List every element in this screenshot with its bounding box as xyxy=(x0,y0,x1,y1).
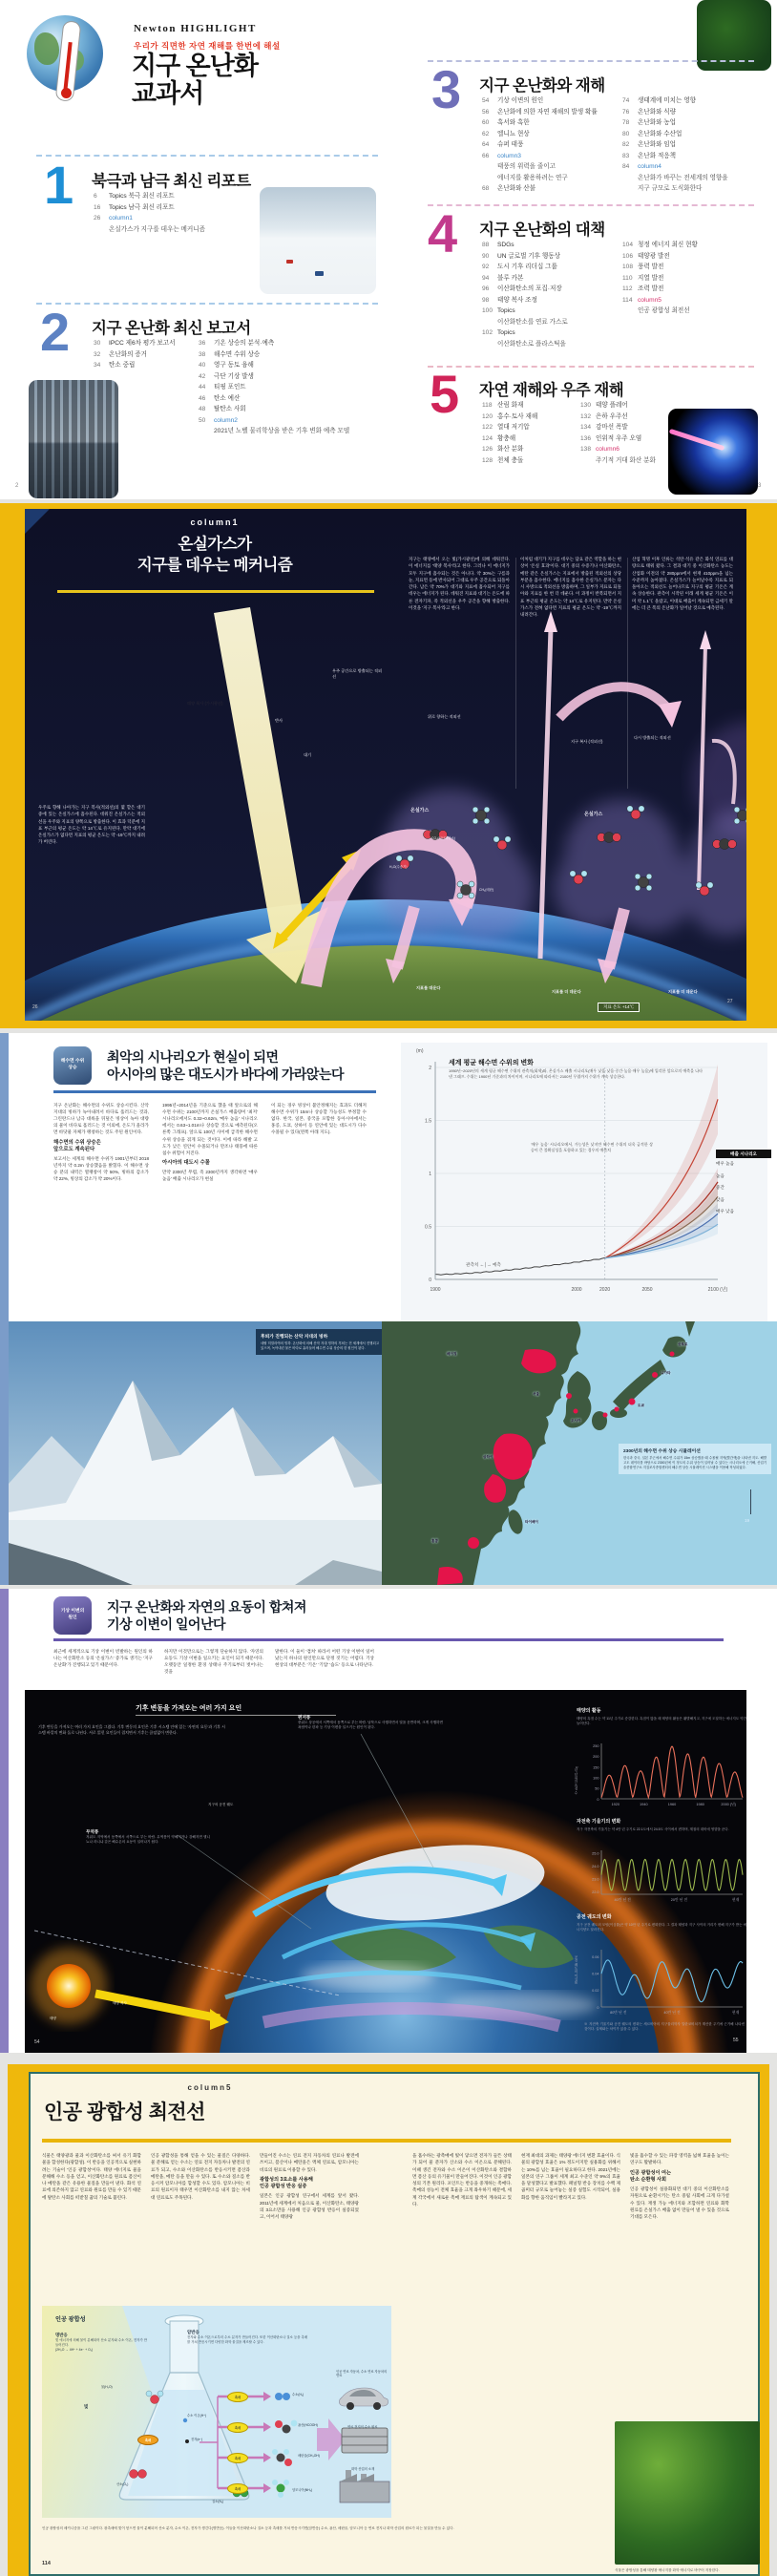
weather-headline xyxy=(107,1598,412,1633)
toc-item: 44 티핑 포인트 xyxy=(199,384,246,391)
column5-title: 인공 광합성 최전선 xyxy=(44,2101,205,2123)
svg-text:50: 50 xyxy=(595,1786,599,1791)
toc-item: 80 온난화와 수산업 xyxy=(622,130,682,137)
hydrogen-label: 수소(H₂) xyxy=(292,2393,304,2397)
weather-tag-line2: 원인 xyxy=(68,1615,77,1620)
toc-section3-number: 3 xyxy=(431,59,462,119)
label-space-ir: 우주 공간으로 방출되는 적외선 xyxy=(332,668,383,679)
toc-section5-number: 5 xyxy=(430,364,460,424)
svg-text:1980: 1980 xyxy=(696,1803,704,1806)
label-ch4: CH₄(메탄) xyxy=(479,888,494,892)
label-h2o: H₂O(수증기) xyxy=(389,865,408,869)
legend-title: 배출 시나리오 xyxy=(716,1150,771,1158)
map-caption-title: 2300년의 해수면 수위 상승 시뮬레이션 xyxy=(623,1449,701,1454)
toc-item: 124 황충해 xyxy=(482,434,516,442)
legend-item: 낮음 xyxy=(716,1196,724,1202)
toc-item: 76 온난화와 식량 xyxy=(622,108,677,116)
map-label-osaka: 오사카 xyxy=(571,1419,581,1423)
toc-item: 26 column1 xyxy=(94,215,133,222)
toc-item: 94 블루 카본 xyxy=(482,274,524,282)
map-caption-body: 한국과 중국, 일본 부근에서 해수면 수위가 15m 상승했을 때 수몰될 지역(빨간색)을 나타낸 지도. 해발 고도 데이터를 바탕으로 2300년에 이 정도의 수위 상승이 일어날 수 있다는 시나리오에 근거해, 산업기술종합연구소 지질조사종합센터의 해수면 상승 시뮬레이션 시스템을 이용해 작성되었다. xyxy=(623,1456,766,1470)
toc-item: 주기적 거대 화산 분화 xyxy=(596,456,656,464)
sea-chart-title: 세계 평균 해수면 수위의 변화 xyxy=(449,1060,534,1066)
label-re-ir: 다시 방출되는 적외선 xyxy=(634,735,671,740)
map-label-seoul: 서울 xyxy=(533,1392,539,1396)
solar-radiation-label: 태양 복사 xyxy=(113,2001,127,2005)
svg-text:80만 년 전: 80만 년 전 xyxy=(610,2011,627,2015)
column5-left-col1: 식물은 태양광과 물과 이산화탄소를 써서 유기 화합물을 합성한다(광합성). 이 반응을 인공적으로 실현하려는 기술이 '인공 광합성'이다. 태양 에너지로 물을 분해해 수소 등을 얻고, 이산화탄소를 원료로 폼산이나 메탄올 같은 유용한 물질을 만들어 낸다. 화석 연료에 의존하지 않고 연료와 원료를 만들 수 있기 때문에 탈탄소 사회를 떠받칠 꿈의 기술로 불린다. xyxy=(42,2153,141,2200)
sun-chart-title: 태양의 활동 xyxy=(577,1708,601,1714)
orbit-label: 지구의 공전 궤도 xyxy=(208,1803,234,1806)
legend-items xyxy=(716,1158,771,1218)
sea-headline xyxy=(107,1048,393,1083)
toc-item: 62 엘니뇨 현상 xyxy=(482,130,530,137)
label-warm1: 지표를 데운다 xyxy=(416,985,441,990)
toc-section4-title: 지구 온난화의 대책 xyxy=(479,222,605,239)
toc-item: 32 온난화의 증거 xyxy=(94,350,148,358)
thermometer-bulb xyxy=(61,88,72,98)
toc-item: 42 극단 기상 발생 xyxy=(199,372,254,380)
toc-item: 40 영구 동토 융해 xyxy=(199,362,254,370)
column5-title-rule xyxy=(42,2139,731,2143)
column1-title-line1: 온실가스가 xyxy=(178,536,252,553)
column1-title-rule xyxy=(57,590,374,593)
sun-chart-desc: 태양의 흑점 수는 약 11년 주기로 증감한다. 흑점이 많을 때 태양의 활동은 활발해지고, 지구에 도달하는 에너지도 약간 늘어난다. xyxy=(577,1717,746,1726)
toc-item: 136 인위적 우주 오염 xyxy=(580,434,642,442)
light-label: 빛 xyxy=(84,2404,89,2409)
svg-text:0.06: 0.06 xyxy=(592,1954,599,1959)
svg-text:현재: 현재 xyxy=(731,2011,740,2015)
nitrogen-label: 질소(N₂) xyxy=(212,2500,224,2503)
toc-item: 108 풍력 발전 xyxy=(622,264,664,271)
antarctic-photo-detail xyxy=(286,260,293,264)
dark-reaction-block: 암반응 전자와 수소 이온으로부터 수소 분자가 만들어진다. 또한 이산화탄소나 질소 등을 촉매를 거쳐 반응시키면 다양한 화학 물질을 제조할 수 있다. xyxy=(187,2330,307,2345)
sea-chart-obs-label: 관측치 ←│→ 예측 xyxy=(466,1262,501,1267)
svg-text:0: 0 xyxy=(429,1277,431,1283)
toc-section1-title: 북극과 남극 최신 리포트 xyxy=(92,173,251,190)
sea-chart-unit: (m) xyxy=(416,1048,424,1054)
sun-label: 태양 xyxy=(50,2016,56,2020)
label-co2: CO₂(이산화탄소) xyxy=(431,836,456,840)
label-warm2: 지표를 더 데운다 xyxy=(552,989,581,994)
toc-page-number-left: 2 xyxy=(15,483,19,489)
factory-icon xyxy=(340,2470,389,2502)
toc-section2-number: 2 xyxy=(40,302,71,362)
svg-text:40만 년 전: 40만 년 전 xyxy=(614,1898,631,1902)
toc-divider-2 xyxy=(36,303,378,305)
sea-body-col3: 이 되는 경우 빙상이 불안정해지는 효과도 더해져 해수면 수위가 15m나 상승할 가능성도 부정할 수 없다. 한국, 일본, 중국을 포함한 동아시아에서는 홍콩, 도쿄, 상하이 등 연안에 있는 대도시가 다수 수몰될 수 있다(왼쪽 아래 지도). xyxy=(271,1103,367,1135)
sea-chart-annotation: '매우 높음' 시나리오에서, 가능성은 낮지만 해수면 수위의 더욱 급격한 상승이 큰 불확실성을 포함하고 있는 경우의 예측치 xyxy=(531,1142,653,1152)
corner-triangle xyxy=(25,509,50,534)
formic-acid-product xyxy=(275,2420,297,2434)
map-label-niigata: 니가타 xyxy=(661,1371,671,1375)
toc-divider-1 xyxy=(36,155,378,157)
oxygen-label: 산소(O₂) xyxy=(116,2482,129,2486)
toc-item: 태풍의 위력을 줄이고 xyxy=(497,163,556,171)
svg-text:0: 0 xyxy=(597,1797,599,1802)
diagram-caption: 인공 광합성의 메커니즘을 그린 그림이다. 광촉매에 빛이 닿으면 물이 분해되어 산소 분자, 수소 이온, 전자가 생긴다(명반응). 이들을 이산화탄소나 질소 등과 촉매를 거쳐 반응시키면(암반응) 수소, 폼산, 메탄올, 암모니아 등 연료 전지나 화학 산업의 원료가 되는 물질을 만들 수 있다. xyxy=(42,2526,454,2530)
milankovitch-footnote: ※ 자전축 기울기와 공전 궤도의 변화는 세르비아의 지구물리학자 밀란코비치가 계산한 주기에 근거해 나타낸 것이다. 실제와는 차이가 있을 수 있다. xyxy=(584,2022,745,2032)
trade-wind-label: 무역풍 저위도 지역에서 동쪽에서 서쪽으로 부는 바람. 무역풍이 약해지거나 강해지면 엘니뇨나 라니냐 같은 해수온의 요동이 일어나기 쉽다. xyxy=(86,1829,210,1845)
toc-item: 54 기상 이변의 원인 xyxy=(482,97,544,104)
sea-col1-para2: 보고서는 세계의 해수면 수위가 1901년부터 2018년까지 약 0.2m 상승했음을 밝혔다. 이 해수면 상승 분의 내역은 열팽창이 약 50%, 빙하의 감소가 약 22%, 빙상의 감소가 약 20%이다. xyxy=(53,1156,149,1182)
electron xyxy=(185,2439,189,2443)
svg-text:0.02: 0.02 xyxy=(592,1989,599,1994)
ecc-chart-ylabel: 공전 궤도의 이심률 xyxy=(575,1955,578,1984)
hydrogen-product xyxy=(275,2393,290,2400)
toc-item: 지구 규모로 도식화한다 xyxy=(638,185,703,193)
toc-section2-items-col2 xyxy=(199,338,380,437)
electron-label: 전자(e⁻) xyxy=(191,2438,203,2441)
column5-right-subhead: 인공 광합성이 여는 탄소 순환형 사회 xyxy=(630,2169,671,2183)
svg-text:2100 (년): 2100 (년) xyxy=(707,1287,728,1293)
map-label-sapporo: 삿포로 xyxy=(678,1342,688,1346)
toc-item: 38 해수면 수위 상승 xyxy=(199,350,261,358)
column5-page-left: 114 xyxy=(42,2561,51,2566)
column5-left-subhead: 광합성의 3요소를 사용해 인공 광합성 반응 실증 xyxy=(260,2176,313,2190)
column1-title-line2: 지구를 데우는 메커니즘 xyxy=(136,557,293,574)
map-label-tokyo: 도쿄 xyxy=(638,1404,644,1407)
toc-item: 100 Topics xyxy=(482,307,515,315)
toc-page-number-right: 3 xyxy=(758,483,762,489)
label-earth-ir: 지구 복사 (적외선) xyxy=(571,739,603,744)
sun-icon xyxy=(47,1964,91,2008)
weather-body-col2: 하지만 이것만으로는 그렇게 단순하지 않다. '자연의 요동'도 기상 이변을 일으키는 요인이 되기 때문이다. 오랫동안 일정한 환경 상태나 주기로부터 벗어나는 것을 xyxy=(164,1649,263,1675)
toc-section1-items xyxy=(94,191,261,235)
svg-text:1: 1 xyxy=(429,1172,431,1177)
battery-icon xyxy=(342,2428,388,2453)
column1-body-col3: 산업 혁명 이후 인류는 석탄·석유 같은 화석 연료를 대량으로 태워 왔다. 그 결과 대기 중 이산화탄소 농도는 산업화 이전의 약 280ppm에서 현재 410ppm을 넘는 수준까지 높아졌다. 온실가스가 늘어날수록 지표로 되돌아오는 적외선도 늘어나므로 지구의 평균 기온은 계속 상승한다. 관측이 시작된 이래 세계 평균 기온은 이미 약 1.1℃ 올랐고, 이대로 배출이 계속되면 금세기 말에는 더 큰 폭의 온난화가 일어날 것으로 예측된다. xyxy=(632,557,733,610)
toc-section3-items-col1 xyxy=(482,95,620,195)
sea-tag-icon xyxy=(53,1046,92,1085)
toc-section4-items-col2 xyxy=(622,240,761,317)
ecc-chart-title: 공전 궤도의 변화 xyxy=(577,1914,612,1920)
svg-text:250: 250 xyxy=(593,1744,599,1749)
diagram-title: 인공 광합성 xyxy=(55,2316,86,2323)
svg-text:100: 100 xyxy=(593,1776,599,1781)
toc-section3-items-col2 xyxy=(622,95,761,195)
weather-tag-icon xyxy=(53,1596,92,1635)
sea-headline-line1: 최악의 시나리오가 현실이 되면 xyxy=(107,1049,279,1065)
map-label-shanghai: 상하이 xyxy=(483,1455,494,1459)
toc-item: 온난화가 바꾸는 전세계의 영향을 xyxy=(638,174,728,181)
toc-item: 106 태양광 발전 xyxy=(622,252,670,260)
weather-body-col3: 말한다. 이 둘이 '겹쳐' 따라서 어떤 기상 이변이 일어났는지 하나의 원인만으로 단정 짓기는 어렵다. 기상 현상의 대부분은 '기온' '기압' '습도' 등으로 나타난다. xyxy=(275,1649,374,1668)
antarctic-photo xyxy=(260,187,376,294)
methanol-product xyxy=(272,2449,292,2466)
toc-item: 66 column3 xyxy=(482,152,521,159)
label-ghg-2: 온실가스 xyxy=(584,812,603,817)
svg-text:2000 (년): 2000 (년) xyxy=(721,1803,737,1806)
column1-page-right: 27 xyxy=(727,999,733,1004)
label-solar-radiation: 태양 복사 (가시광선) xyxy=(187,701,223,706)
svg-text:24.0: 24.0 xyxy=(592,1865,599,1869)
city-skyline-photo xyxy=(29,380,118,498)
toc-item: 138 column6 xyxy=(580,446,620,454)
use-factory-label: 화학 산업의 소재 xyxy=(351,2467,375,2471)
svg-text:0.5: 0.5 xyxy=(425,1224,431,1231)
eccentricity-chart xyxy=(578,1946,746,2018)
toc-divider-3 xyxy=(428,60,754,62)
weather-page-left: 54 xyxy=(34,2039,40,2045)
sea-tag-line2: 상승 xyxy=(68,1066,77,1070)
toc-item: 112 조력 발전 xyxy=(622,285,664,293)
weather-side-strip xyxy=(0,1589,9,2053)
toc-item: 104 청정 에너지 최신 현황 xyxy=(622,242,698,248)
toc-item: 132 은하 우주선 xyxy=(580,412,628,420)
light-reaction-block: 명반응 빛 에너지에 의해 물이 분해되어 산소 분자와 수소 이온, 전자가 만들어진다. (2H₂O → 4H⁺ + 4e⁻ + O₂) xyxy=(55,2333,147,2353)
ir-up-arrow-1 xyxy=(540,628,551,959)
toc-item: 46 탄소 예산 xyxy=(199,394,241,402)
catalyst-oval-main: 촉매 xyxy=(137,2435,158,2445)
antarctic-photo-detail2 xyxy=(315,271,324,276)
tilt-chart-desc: 지구 자전축의 기울기는 약 4만 년 주기로 22.1도에서 24.5도 사이에서 변하며, 계절의 대비에 영향을 준다. xyxy=(577,1827,729,1831)
svg-text:0: 0 xyxy=(597,2005,599,2010)
sea-headline-rule xyxy=(53,1090,376,1093)
column5-kicker: column5 xyxy=(187,2083,233,2092)
svg-text:1960: 1960 xyxy=(667,1803,677,1806)
leaves-caption: 식물은 광합성을 통해 태양광 에너지를 화학 에너지로 바꾸어 저장한다. xyxy=(615,2568,720,2572)
toc-item: 64 슈퍼 태풍 xyxy=(482,141,524,149)
legend-item: 매우 높음 xyxy=(716,1161,735,1166)
toc-item: 110 지열 발전 xyxy=(622,274,664,282)
ammonia-product xyxy=(272,2480,289,2498)
toc-section5-title: 자연 재해와 우주 재해 xyxy=(479,382,624,399)
legend-item: 매우 낮음 xyxy=(716,1209,735,1214)
map-caption-box xyxy=(619,1444,771,1474)
column5-left-col3: 만들어진 수소는 연료 전지 자동차의 연료나 발전에 쓰이고, 폼산이나 메탄올은 액체 연료로, 암모니아는 비료의 원료로 이용할 수 있다. 광합성의 3요소를 사용해 인공 광합성 반응 실증 일본은 인공 광합성 연구에서 세계를 앞서 왔다. 2011년에 세계에서 처음으로 물, 이산화탄소, 태양광의 3요소만을 사용해 인공 광합성 반응이 실증되었고, 이어서 태양광 xyxy=(260,2153,359,2220)
toc-item: 98 태양 복사 조정 xyxy=(482,296,537,304)
svg-text:2020: 2020 xyxy=(599,1287,611,1293)
toc-section4-number: 4 xyxy=(428,203,458,264)
label-reflect: 반사 xyxy=(275,718,284,723)
toc-section2-title: 지구 온난화 최신 보고서 xyxy=(92,320,251,337)
sea-col2-subhead: 아시아의 대도시 수몰 xyxy=(162,1159,210,1166)
toc-item: 56 온난화에 의한 자연 재해의 발생 확률 xyxy=(482,108,598,116)
svg-text:150: 150 xyxy=(593,1765,599,1770)
weather-headline-line2: 기상 이변이 일어난다 xyxy=(107,1616,225,1633)
illus-title: 기후 변동을 가져오는 여러 가지 요인 xyxy=(136,1703,336,1716)
map-label-beijing: 베이징 xyxy=(447,1352,457,1356)
himalaya-photo xyxy=(9,1321,382,1585)
earth-logo-continent xyxy=(34,32,59,65)
toc-item: 118 산림 화재 xyxy=(482,402,524,409)
column1-kicker: column1 xyxy=(190,517,240,527)
column1-body-col1: 지구는 태양에서 오는 빛(가시광선)에 의해 데워진다. 이 에너지를 '태양 복사'라고 한다. 그러나 이 에너지가 모두 지구에 흡수되는 것은 아니다. 약 30%는 구름과 눈, 지표면 등에 반사되어 그대로 우주 공간으로 되돌아간다. 남은 약 70%가 대기와 지표에 흡수되어 지구를 데우는 에너지가 된다. 데워진 지표와 대기는 온도에 따른 전자기파, 즉 적외선을 우주 공간을 향해 방출한다. 이것을 '지구 복사'라고 한다. xyxy=(409,557,510,610)
svg-text:2050: 2050 xyxy=(641,1287,653,1293)
sun-chart-ylabel: 1년 단위의 흑점 수 xyxy=(575,1766,578,1795)
sea-page-number: 19 xyxy=(745,1518,750,1523)
map-label-hongkong: 홍콩 xyxy=(431,1539,438,1543)
svg-text:40만 년 전: 40만 년 전 xyxy=(663,2011,681,2015)
toc-item: 이산화탄소로 플라스틱을 xyxy=(497,340,566,348)
svg-text:25.0: 25.0 xyxy=(592,1851,599,1856)
toc-item: 인공 광합성 최전선 xyxy=(638,307,690,315)
legend-item: 높음 xyxy=(716,1172,724,1178)
column5-right-col3: 빛을 흡수할 수 있는 파장 영역을 넓혀 효율을 높이는 연구도 활발하다. 인공 광합성이 여는 탄소 순환형 사회 인공 광합성이 실용화되면 대기 중의 이산화탄소를 자원으로 순환시키는 탄소 중립 사회에 크게 다가설 수 있다. 재생 가능 에너지와 조합하면 연료와 화학 원료를 온실가스 배출 없이 만들어 낼 수 있을 것으로 기대를 모은다. xyxy=(630,2153,729,2220)
toc-item: 84 column4 xyxy=(622,163,662,171)
ir-arch-arrow xyxy=(559,686,672,718)
h-ion xyxy=(183,2418,187,2422)
illus-desc: 기후 변동을 가져오는 여러 가지 요인을 그렸다. 기후 변동의 요인은 기후 시스템 안에 있는 '자연의 요동'과 기후 시스템 바깥의 변화 둘로 나뉜다. 서로 얽힌 요인들이 겹치면서 기후는 끊임없이 변한다. xyxy=(38,1724,225,1736)
catalyst-oval-3: 촉매 xyxy=(227,2453,248,2463)
toc-item: 92 도시 기후 리더십 그룹 xyxy=(482,264,557,271)
toc-item: 134 감마선 폭발 xyxy=(580,424,628,432)
svg-text:현재: 현재 xyxy=(731,1898,740,1902)
weather-body-col1: 최근에 세계적으로 기상 이변이 빈발하는 원인의 하나는 이산화탄소 등의 '온실가스' 증가로 생기는 '지구 온난화'가 진행되고 있기 때문이다. xyxy=(53,1649,153,1668)
toc-section1-number: 1 xyxy=(44,155,74,215)
catalyst-oval-2: 촉매 xyxy=(227,2422,248,2433)
hion-label: 수소 이온(H⁺) xyxy=(187,2414,206,2418)
toc-title-line1: 지구 온난화 xyxy=(132,52,258,80)
map-label-taipei: 타이베이 xyxy=(525,1520,538,1524)
toc-title-line2: 교과서 xyxy=(132,79,204,109)
toc-item: 60 혹서와 혹한 xyxy=(482,119,530,127)
sea-col1-para1: 지구 온난화는 해수면의 수위도 상승시킨다. 산악 지대의 빙하가 녹아내려서 바다로 흘러드는 것과, 그린란드나 남극 대륙을 뒤덮은 빙상이 녹아 대량의 물이 바다로 흘러드는 것 이외에, 온도가 올라가면 바닷물 자체가 팽창하는 것도 주된 원인이다. xyxy=(53,1103,149,1135)
toc-item: 78 온난화와 농업 xyxy=(622,119,677,127)
toc-item: 16 Topics 남극 최신 리포트 xyxy=(94,203,175,211)
toc-divider-4 xyxy=(428,204,754,206)
weather-page-right: 55 xyxy=(733,2038,739,2043)
toc-item: 82 온난화와 임업 xyxy=(622,141,677,149)
toc-item: 88 SDGs xyxy=(482,242,514,248)
sea-chart-desc: 1950년~2020년의 세계 평균 해수면 수위의 관측치(회색)와, 온실가스 배출 시나리오(매우 낮음·낮음·중간·높음·매우 높음)에 입각한 앞으로의 예측을 나타낸 그래프. 수위는 1900년 기준과의 차이이며, 시나리오에 따라서는 2100년 무렵까지 수위가 계속 상승한다. xyxy=(449,1068,703,1079)
toc-item: 온실가스가 지구를 데우는 메커니즘 xyxy=(109,225,206,233)
sea-col2-para1: 1995년~2014년을 기준으로 했을 때 앞으로의 해수면 수위는 2100년까지 온실가스 배출량이 '최저' 시나리오에서도 0.32~0.62m, '매우 높음' 시나리오에서는 0.63~1.01m나 상승할 것으로 예측된다(오른쪽 그래프). 앞으로 100년 사이에 급격한 해수면 수위 상승을 겪게 되는 것이다. 이에 따라 해발 고도가 낮은 연안이 수몰되거나 만조나 태풍에 따른 침수 위험이 커진다. xyxy=(162,1103,258,1155)
toc-item: 이산화탄소를 연료 가스로 xyxy=(497,318,568,326)
toc-item: 68 온난화와 산불 xyxy=(482,185,536,193)
toc-item: 102 Topics xyxy=(482,329,515,337)
toc-item: 6 Topics 북극 최신 리포트 xyxy=(94,193,175,200)
svg-text:2000: 2000 xyxy=(571,1287,582,1293)
ammonia-label: 암모니아(NH₃) xyxy=(292,2488,313,2492)
sunspot-chart xyxy=(578,1740,746,1810)
column1-illustration-caption: 우주로 향해 나아가는 지구 복사(적외선)의 몇 할은 대기 중에 있는 온실가스에 흡수된다. 데워진 온실가스는 적외선을 우주와 지표의 양쪽으로 방출한다. 이 효과 덕분에 지표 부근의 평균 온도는 약 14℃로 유지된다. 만약 대기에 온실가스가 없다면 지표의 평균 온도는 약 -19℃까지 내려가 버린다. xyxy=(38,805,145,845)
use-car-label: 인공 연료 자동차, 수소 연료 자동차의 연료 xyxy=(336,2370,388,2378)
sea-chart-legend xyxy=(716,1150,771,1218)
sea-side-strip xyxy=(0,1033,9,1585)
tilt-chart-title: 자전축 기울기의 변화 xyxy=(577,1819,621,1825)
column1-page-left: 26 xyxy=(32,1004,38,1010)
toc-item: 48 탈탄소 사회 xyxy=(199,406,246,413)
green-leaves-photo xyxy=(615,2421,760,2565)
mountain-caption-title: 후퇴가 진행되는 산악 지대의 빙하 xyxy=(261,1335,328,1340)
water-label: 물(H₂O) xyxy=(101,2385,113,2389)
toc-item: 126 화산 분화 xyxy=(482,446,524,454)
toc-item: 130 태양 플레어 xyxy=(580,402,628,409)
svg-text:0.04: 0.04 xyxy=(592,1972,599,1976)
methanol-label: 메탄올(CH₃OH) xyxy=(298,2454,320,2458)
toc-item: 74 생태계에 미치는 영향 xyxy=(622,97,696,104)
toc-item: 120 홍수·토사 재해 xyxy=(482,412,538,420)
catalyst-oval-1: 촉매 xyxy=(227,2392,248,2402)
page-tick xyxy=(750,1489,751,1514)
catalyst-oval-4: 촉매 xyxy=(227,2483,248,2494)
toc-item: 34 탄소 중립 xyxy=(94,362,136,370)
mountain-caption-box xyxy=(256,1329,384,1355)
sea-body-col1 xyxy=(53,1102,149,1183)
toc-title xyxy=(132,53,258,108)
toc-item: 83 온난화 적응책 xyxy=(622,152,677,159)
toc-item: 128 천체 충돌 xyxy=(482,456,524,464)
toc-item: 2021년 노벨 물리학상을 받은 기후 변화 예측 모델 xyxy=(214,428,350,435)
toc-item: 96 이산화탄소의 포집·저장 xyxy=(482,285,562,293)
toc-section3-title: 지구 온난화와 재해 xyxy=(479,77,605,95)
svg-text:1940: 1940 xyxy=(640,1803,648,1806)
svg-text:1900: 1900 xyxy=(430,1287,441,1293)
surface-temperature-box: 지표 온도 +14℃ xyxy=(598,1003,640,1012)
column5-right-col2: 현재 최대의 과제는 태양광 에너지 변환 효율이다. 식물의 광합성 효율은 1% 정도이지만 실용화를 위해서는 10%를 넘는 효율이 필요하다고 한다. 2021년에는 일본의 연구 그룹이 세계 최고 수준인 약 9%의 효율을 달성했다고 발표했다. 패널형 반응 장치를 수백 제곱미터 규모로 늘어놓는 실증 실험도 시작되어, 실용화를 향한 움직임이 빨라지고 있다. xyxy=(521,2153,620,2200)
use-battery-label: 연료 전지의 수소 원료 xyxy=(347,2425,378,2429)
sea-level-chart-plot xyxy=(401,1043,767,1321)
toc-divider-5 xyxy=(428,366,754,368)
toc-item: 90 UN 글로벌 기후 행동상 xyxy=(482,252,560,260)
toc-item: 114 column5 xyxy=(622,296,662,304)
ghg-cloud-group xyxy=(378,789,746,940)
toc-tagline: 우리가 직면한 자연 재해를 한번에 해설 xyxy=(134,41,281,51)
svg-text:20만 년 전: 20만 년 전 xyxy=(670,1898,688,1902)
column1-body-col2: 이처럼 대기가 지구를 데우는 담요 같은 역할을 하는 현상이 '온실 효과'이다. 대기 중의 수증기나 이산화탄소, 메탄 같은 온실가스는 지표에서 방출된 적외선의 상당 부분을 흡수한다. 에너지를 흡수한 온실가스 분자는 다시 사방으로 적외선을 방출하며, 그 일부가 지표로 되돌아와 지표를 한 번 더 데운다. 이 과정이 반복되면서 지표 부근의 평균 온도는 약 14℃로 유지된다. 만약 온실가스가 전혀 없다면 지표의 평균 온도는 약 -19℃까지 내려간다. xyxy=(520,557,621,618)
mountain-caption-body: 네팔 히말라야의 빙하. 온난화에 의해 산악 지대 빙하의 후퇴는 전 세계에서 진행되고 있으며, 녹아내린 물은 바다로 흘러들어 해수면 수위 상승의 한 원인이 된다. xyxy=(261,1341,379,1351)
toc-item: 50 column2 xyxy=(199,416,238,424)
supernova-photo xyxy=(668,409,758,495)
legend-item: 중간 xyxy=(716,1185,724,1190)
svg-text:200: 200 xyxy=(593,1755,599,1760)
weather-tag-line1: 기상 이변의 xyxy=(60,1609,85,1615)
column5-right-col1: 을 흡수하는 광촉매에 빛이 닿으면 전자가 들뜬 상태가 되어 물 분자가 산소와 수소 이온으로 분해된다. 이때 생긴 전자와 수소 이온이 이산화탄소와 결합하면 폼산 등의 유기물이 만들어진다. 이것이 인공 광합성의 기본 원리다. 포인트는 반응을 중개하는 촉매다. 촉매의 성능이 전체 효율을 크게 좌우하기 때문에, 세계 각국에서 새로운 촉매 재료의 탐색이 계속되고 있다. xyxy=(412,2153,512,2206)
sea-col1-subhead: 해수면의 수위 상승은 앞으로도 계속된다 xyxy=(53,1139,101,1152)
toc-section5-items-col1 xyxy=(482,400,578,466)
svg-text:1.5: 1.5 xyxy=(425,1118,431,1125)
ecc-chart-desc: 지구 공전 궤도의 모양(이심률)은 약 10만 년 주기로 변화한다. 그 결과 태양과 지구 사이의 거리가 변해 지구가 받는 에너지양도 달라진다. xyxy=(577,1923,746,1932)
weather-headline-line1: 지구 온난화와 자연의 요동이 합쳐져 xyxy=(107,1599,306,1615)
svg-text:23.0: 23.0 xyxy=(592,1877,599,1882)
label-air: 대기 xyxy=(304,752,312,757)
formic-label: 폼산(HCOOH) xyxy=(298,2423,318,2427)
axial-tilt-chart xyxy=(578,1847,746,1906)
toc-item: 에너지를 활용하려는 연구 xyxy=(497,174,568,181)
column5-left-col2: 인공 광합성을 통해 얻을 수 있는 물질은 다양하다. 물 분해로 얻는 수소는 연료 전지 자동차나 발전의 연료가 되고, 수소와 이산화탄소를 반응시키면 폼산과 메탄올, 메탄 등을 만들 수 있다. 또 수소와 질소를 반응시켜 암모니아를 합성할 수도 있다. 암모니아는 비료의 원료이자 태우면 이산화탄소를 내지 않는 차세대 연료로도 주목된다. xyxy=(151,2153,250,2200)
svg-text:2: 2 xyxy=(429,1066,431,1071)
label-up-ir: 위로 향하는 적외선 xyxy=(428,714,461,719)
toc-section4-items-col1 xyxy=(482,240,620,349)
svg-text:22.0: 22.0 xyxy=(592,1890,599,1895)
westerlies-label: 편서풍 중위도 상공에서 서쪽에서 동쪽으로 부는 바람. 남북으로 사행하면서 열을 운반하며, 크게 사행하면 폭염이나 한파 등 기상 이변을 일으키는 원인이 된다. xyxy=(298,1715,443,1730)
toc-item: 30 IPCC 제6차 평가 보고서 xyxy=(94,340,176,347)
weather-headline-rule xyxy=(53,1638,724,1641)
sea-body-col2 xyxy=(162,1102,258,1182)
toc-item: 36 기온 상승의 분석·예측 xyxy=(199,340,275,347)
car-icon xyxy=(340,2388,388,2410)
label-ghg-1: 온실가스 xyxy=(410,808,430,813)
label-warm3: 지표를 더 데운다 xyxy=(668,989,698,994)
toc-section2-items-col1 xyxy=(94,338,197,371)
toc-item: 122 열대 저기압 xyxy=(482,424,530,432)
sea-headline-line2: 아시아의 많은 대도시가 바다에 가라앉는다 xyxy=(107,1066,344,1083)
sea-tag-line1: 해수면 수위 xyxy=(60,1059,85,1065)
svg-text:1920: 1920 xyxy=(611,1803,620,1806)
sea-col2-para2: 만약 2300년 무렵, 즉 2300년까지 생각하면 '매우 높음' 배출 시나리오가 현실 xyxy=(162,1170,258,1182)
brand-logo: Newton HIGHLIGHT xyxy=(134,23,257,34)
